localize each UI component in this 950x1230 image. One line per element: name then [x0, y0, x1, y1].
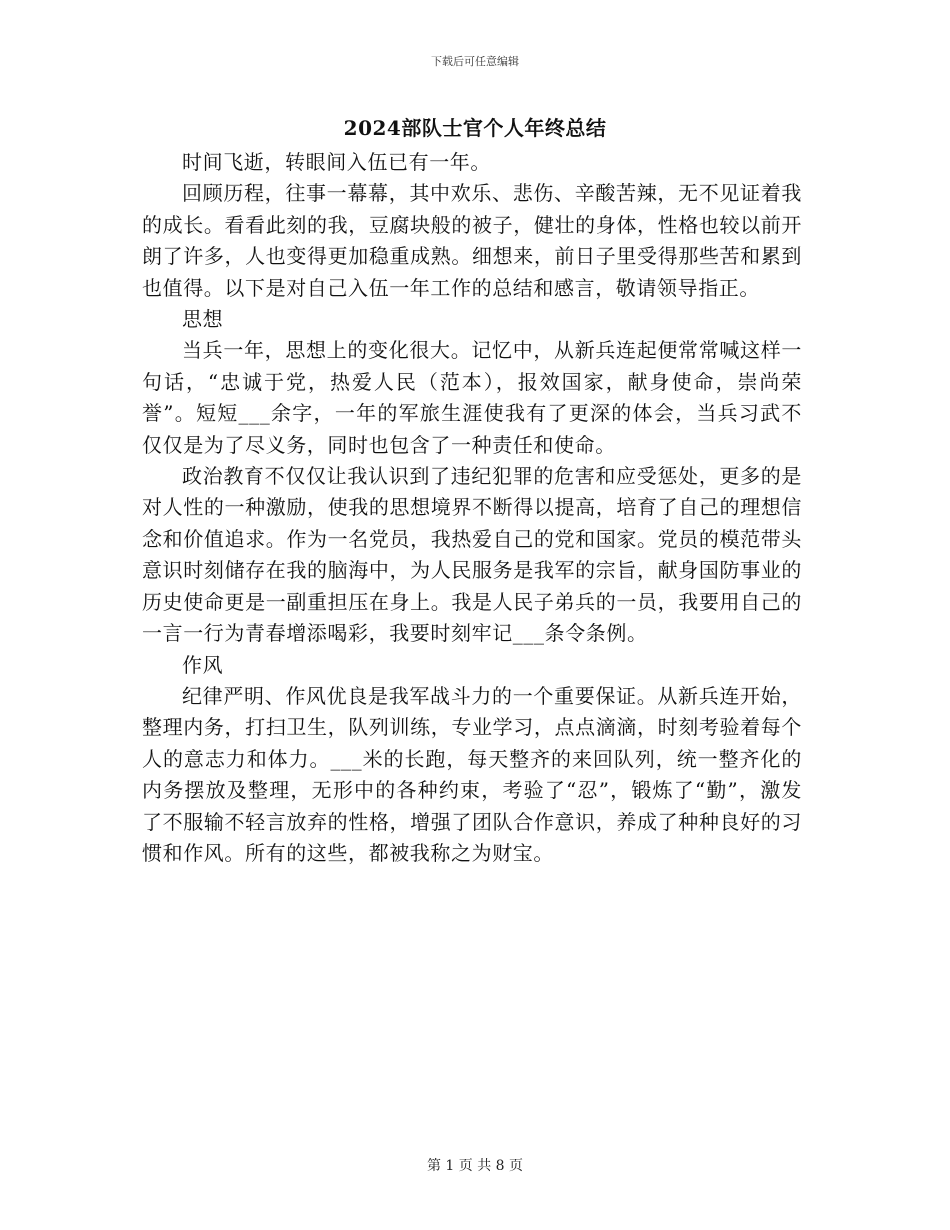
page-number: 第 1 页 共 8 页 — [426, 1158, 524, 1174]
paragraph-thought-1: 当兵一年，思想上的变化很大。记忆中，从新兵连起便常常喊这样一句话，“忠诚于党，热爱人民（范本），报效国家，献身使命，崇尚荣誉”。短短___余字，一年的军旅生涯使我有了更深的体会，当兵习武不仅仅是为了尽义务，同时也包含了一种责任和使命。 — [142, 338, 802, 457]
paragraph-review: 回顾历程，往事一幕幕，其中欢乐、悲伤、辛酸苦辣，无不见证着我的成长。看看此刻的我，豆腐块般的被子，健壮的身体，性格也较以前开朗了许多，人也变得更加稳重成熟。细想来，前日子里受得那些苦和累到也值得。以下是对自己入伍一年工作的总结和感言，敬请领导指正。 — [142, 181, 802, 300]
header-note: 下载后可任意编辑 — [431, 55, 519, 68]
document-title: 2024部队士官个人年终总结 — [343, 116, 607, 140]
paragraph-intro: 时间飞逝，转眼间入伍已有一年。 — [182, 150, 491, 174]
paragraph-style: 纪律严明、作风优良是我军战斗力的一个重要保证。从新兵连开始，整理内务，打扫卫生，队列训练，专业学习，点点滴滴，时刻考验着每个人的意志力和体力。___米的长跑，每天整齐的来回队列，统一整齐化的内务摆放及整理，无形中的各种约束，考验了“忍”，锻炼了“勤”，激发了不服输不轻言放弃的性格，增强了团队合作意识，养成了种种良好的习惯和作风。所有的这些，都被我称之为财宝。 — [142, 683, 802, 865]
section-heading-thought: 思想 — [182, 307, 224, 332]
paragraph-thought-2: 政治教育不仅仅让我认识到了违纪犯罪的危害和应受惩处，更多的是对人性的一种激励，使我的思想境界不断得以提高，培育了自己的理想信念和价值追求。作为一名党员，我热爱自己的党和国家。党员的模范带头意识时刻储存在我的脑海中，为人民服务是我军的宗旨，献身国防事业的历史使命更是一副重担压在身上。我是人民子弟兵的一员，我要用自己的一言一行为青春增添喝彩，我要时刻牢记___条令条例。 — [142, 464, 802, 646]
section-heading-style: 作风 — [182, 652, 224, 677]
document-body — [142, 147, 802, 869]
